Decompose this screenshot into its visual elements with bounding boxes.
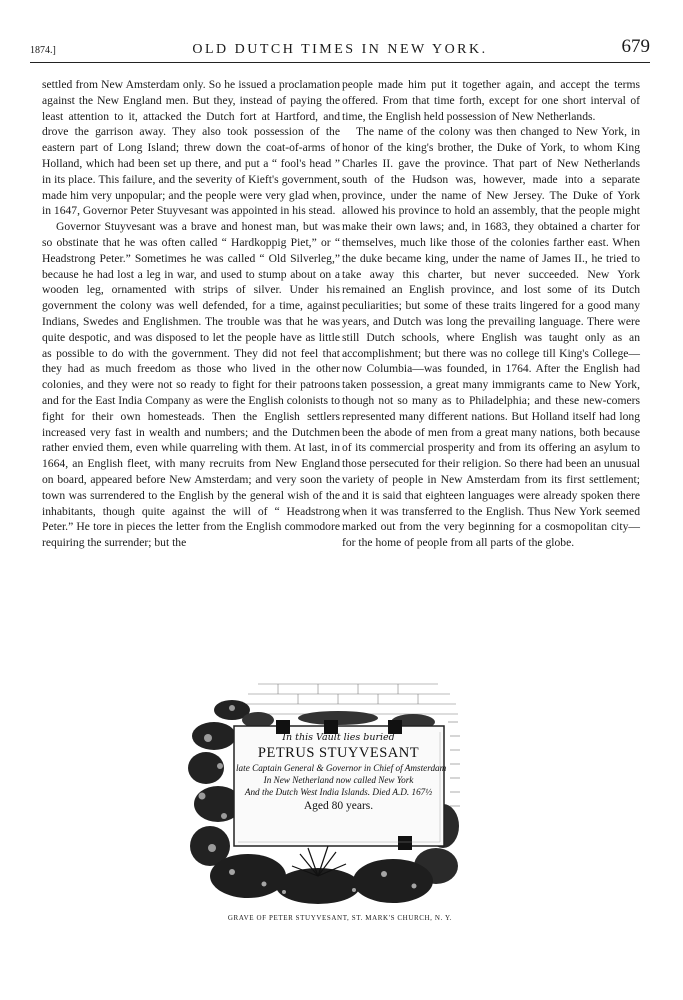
inscription-line: And the Dutch West India Islands. Died A.D. 167½ [244,787,433,797]
left-column [42,77,340,551]
inscription-line: Aged 80 years. [303,800,374,812]
header-date: 1874.] [30,45,56,56]
right-column [342,77,640,551]
grave-inscription [236,728,447,844]
grave-illustration [188,676,460,910]
paragraph: The name of the colony was then changed to New York, in honor of the king's brother, the Duke of York, to whom King Charles II. gave the province. That part of New Netherlands south of the Hudson was, however, made into a separate province, under the name of New Jersey. The Duke of York allowed his province to hold an assembly, that the people might make their own laws; and, in 1683, they obtained a charter for themselves, much like those of the colonies farther east. When the duke became king, under the name of James II., he tried to take away this charter, but never succeeded. New York remained an English province, and lost some of its Dutch peculiarities; but some of these traits lingered for a good many years, and Dutch was long the prevailing language. There were still Dutch schools, where English was taught only as an accomplishment; but there was no college till King's College—now Columbia—was founded, in 1764. After the English had taken possession, a great many immigrants came to New York, though not so many as to Philadelphia; and these new-comers represented many different nations. But Holland itself had long been the abode of men from a great many nations, both because of its commercial prosperity and from its offering an asylum to those persecuted for their religion. So there had been an unusual variety of people in New Amsterdam from its first settlement; and it is said that eighteen languages were already spoken there when it was transferred to the English. Thus New York seemed marked out from the very beginning for a cosmopolitan city—for the home of people from all parts of the globe. [342,125,640,550]
page-number: 679 [621,36,650,57]
figure-caption: GRAVE OF PETER STUYVESANT, ST. MARK'S CHURCH, N. Y. [227,914,453,922]
inscription-name: PETRUS STUYVESANT [257,745,420,761]
paragraph: Governor Stuyvesant was a brave and honest man, but was so obstinate that he was often called “ Hardkoppig Piet,” or “ Headstrong Peter.” Sometimes he was called “ Old Silverleg,” because he had lost a leg in war, and used to stump about on a wooden leg, ornamented with strips of silver. Under his government the colony was well defended, for a time, against Indians, Swedes and Englishmen. The trouble was that he was quite despotic, and was disposed to let the people have as little as possible to do with the government. They did not feel that they had as much freedom as those who lived in the other colonies, and they were not so ready to fight for their patroons and for the East India Company as were the English colonists to fight for their own homesteads. Then the English settlers increased very fast in wealth and numbers; and the Dutchmen rather envied them, even while quarreling with them. At last, in 1664, an English fleet, with many recruits from New England on board, appeared before New Amsterdam; and very soon the town was surrendered to the English by the general wish of the inhabitants, though quite against the will of “ Headstrong Peter.” He tore in pieces the letter from the English commodore requiring the surrender; but the [42,220,340,550]
paragraph: settled from New Amsterdam only. So he issued a proclamation against the New England men. But they, instead of paying the least attention to it, attacked the Dutch fort at Hartford, and drove the garrison away. They also took possession of the eastern part of Long Island; threw down the coat-of-arms of Holland, which had been set up there, and put a “ fool's head ” in its place. This failure, and the severity of Kieft's government, made him very unpopular; and the people were very glad when, in 1647, Governor Peter Stuyvesant was appointed in his stead. [42,78,340,218]
header-title: OLD DUTCH TIMES IN NEW YORK. [192,42,488,57]
inscription-line: In New Netherland now called New York [263,775,414,785]
inscription-line: In this Vault lies buried [282,732,395,743]
inscription-line: late Captain General & Governor in Chief of Amsterdam [236,763,447,773]
paragraph: people made him put it together again, and accept the terms offered. From that time forth, except for one short interval of time, the English held possession of New Netherlands. [342,78,640,123]
running-header [30,36,650,63]
